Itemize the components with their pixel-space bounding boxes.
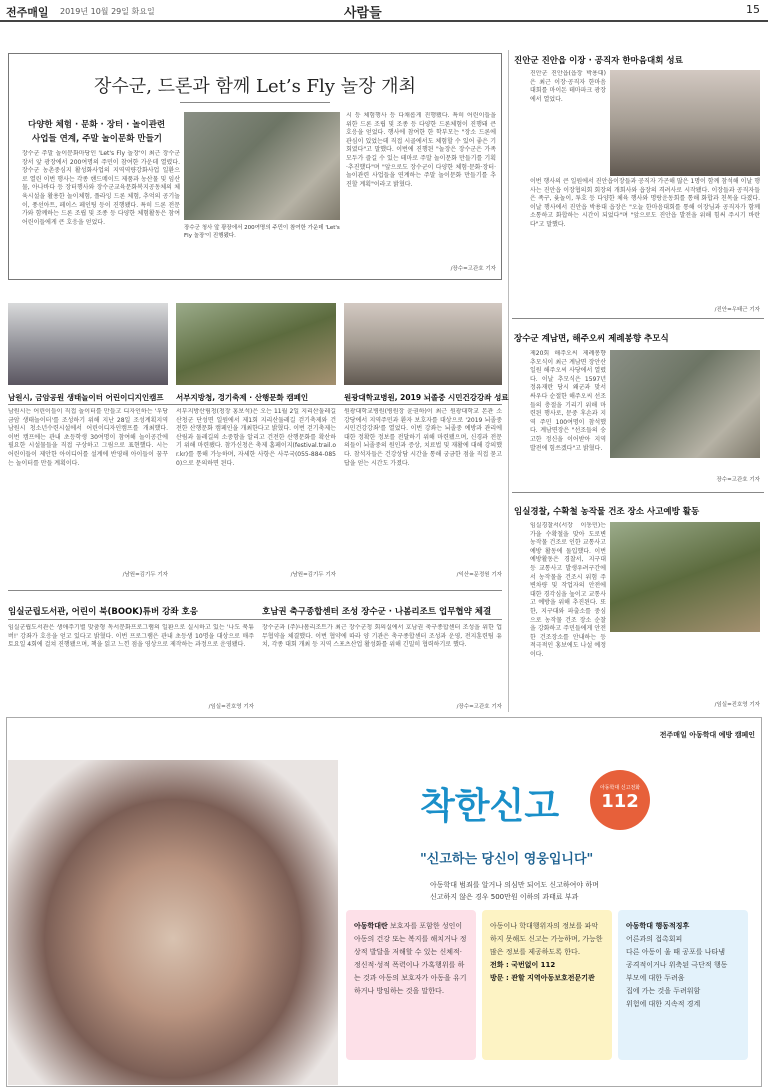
divider [8,590,502,591]
mid-b-photo [176,303,336,385]
newspaper-brand: 전주매일 [6,6,49,19]
right1-intro: 진안군 진안읍(읍장 박용대)은 최근 이장·공직자 한마음대회를 마이돈 테마파크 광장에서 열었다. [530,70,606,103]
right3-headline: 임실경찰, 수확철 농작물 건조 장소 사고예방 활동 [514,507,700,517]
right1-byline: /진안=우태근 기자 [714,307,760,313]
right3-byline: /임실=진호영 기자 [714,702,760,708]
card1-text: 보호자를 포함한 성인이 아동의 건강 또는 복지를 해치거나 정상적 발달을 저해할 수 있는 신체적·정신적·성적 폭력이나 가혹행위를 하는 것과 아동의 보호자가 아동을 유기하거나 방임하는 것을 말한다. [354,922,467,995]
right2-headline: 장수군 계남면, 해주오씨 제례봉향 추모식 [514,334,669,344]
mid-c-byline: /익산=문정원 기자 [456,572,502,578]
mid-a-headline: 남원시, 금암공원 생태놀이터 어린이디지인캠프 [8,393,164,402]
right2-body: 제20회 해주오씨 제례봉향 추모식이 최근 계남면 장안산 일원 해주오씨 사당에서 열렸다. 이날 추모식은 1597년 정유재란 당시 왜군과 맞서 싸우다 순절한 해주오씨 선조들의 충절을 기리기 위해 마련된 행사로, 문중 후손과 지역 주민 100여명이 참석했다. 계남면장은 "선조들의 숭고한 정신을 이어받아 지역 발전에 힘쓰겠다"고 밝혔다. [530,350,606,452]
main-sub2: 사업들 연계, 주말 놀이문화 만들기 [32,134,163,144]
divider [8,404,502,405]
bot-b-headline: 호남권 축구종합센터 조성 장수군 · 나봄리조트 업무협약 체결 [262,607,492,617]
column-divider [508,50,509,712]
main-col2: 시 등 체험행사 등 다채롭게 진행됐다. 특히 어린이들을 위한 드론 조립 및 조종 등 다양한 드론체험이 진행돼 큰 호응을 얻었다. 행사에 참여한 한 학부모는 "장소 드론에 관심이 있었는데 직접 시골에서도 체험할 수 있어 좋은 기회였다"고 말했다. 이번에 진행된 "놀장은 장수군은 가족 모두가 즐길 수 있는 테마로 주말 놀이문화 만들기를 기획·추진했다"며 "앞으로도 장수군이 다양한 체험·문화·장터·놀이관련 사업들을 연계하는 주말 놀이문화 만들기를 추진할 계획"이라고 밝혔다. [346,112,496,188]
card3-item: 집에 가는 것을 두려워함 [626,987,701,995]
ad-slogan: "신고하는 당신이 영웅입니다" [420,852,594,867]
mid-c-photo [344,303,502,385]
bot-a-headline: 임실군립도서관, 어린이 북(BOOK)튜버 강좌 호응 [8,607,198,617]
card3-item: 부모에 대한 두려움 [626,974,685,982]
mid-c-body: 원광대학교병원(병원장 윤권하)이 최근 원광대학교 본관 소강당에서 지역주민과 환자 보호자를 대상으로 '2019 뇌졸중 시민건강강좌'를 열었다. 이번 강좌는 뇌졸중 예방과 관리에 대한 정확한 정보를 전달하기 위해 마련됐으며, 신경과 전문의들이 뇌졸중의 원인과 증상, 치료법 및 재활에 대해 강의했다. 참석자들은 건강상담 시간을 통해 궁금한 점을 직접 묻고 답을 얻는 시간도 가졌다. [344,408,502,467]
card3-item: 다른 아동이 울 때 공포를 나타냄 [626,948,726,956]
hotline-badge [590,770,650,830]
main-byline: /장수=고관호 기자 [450,266,496,272]
badge-num: 112 [601,791,639,812]
ad-photo [8,760,338,1085]
divider [512,492,764,493]
bot-a-byline: /임실=진호영 기자 [208,704,254,710]
card3-item: 공격적이거나 위축된 극단적 행동 [626,961,728,969]
main-article-title: 장수군, 드론과 함께 Let’s Fly 놀장 개최 [94,76,416,97]
card3-item: 위험에 대한 지속적 경계 [626,1000,701,1008]
main-photo [184,112,340,220]
bot-b-body: 장수군과 (주)나봄리조트가 최근 장수군청 회의실에서 호남권 축구종합센터 조성을 위한 업무협약을 체결했다. 이번 협약에 따라 양 기관은 축구종합센터 조성과 운영, 전지훈련팀 유치, 각종 대회 개최 등 지역 스포츠산업 활성화를 위해 긴밀히 협력하기로 했다. [262,624,502,649]
bot-a-body: 임실군립도서관은 생애주기별 맞춤형 독서문화프로그램의 일환으로 실시하고 있는 '나도 북튜버!' 강좌가 호응을 얻고 있다고 밝혔다. 이번 프로그램은 관내 초등생 10명을 대상으로 매주 토요일 4회에 걸쳐 진행됐으며, 책을 읽고 느낀 점을 영상으로 제작하는 과정으로 운영됐다. [8,624,254,649]
mid-c-headline: 원광대학교병원, 2019 뇌졸중 시민건강강좌 성료 [344,393,509,402]
mid-b-byline: /남원=김기두 기자 [290,572,336,578]
ad-line2: 신고하지 않은 경우 500만원 이하의 과태료 부과 [430,893,579,901]
badge-top: 아동학대 신고전화 [599,785,641,791]
divider [8,619,502,620]
ad-sponsor: 전주매일 아동학대 예방 캠페인 [659,731,755,739]
card1-head: 아동학대란 [354,922,388,930]
right2-byline: 장수=고관호 기자 [716,477,760,483]
right1-body: 이번 행사의 큰 일원에서 진안읍이장들과 공직자 가곤해 많은 1명이 함께 참석해 이날 행사는 진안읍 이장협의회 회장의 개회사와 읍장의 격려사로 시작됐다. 이장들과 공직자들은 족구, 윷놀이, 투호 등 다양한 체육 행사와 명랑운동회를 통해 화합과 친목을 다졌다. 이날 행사에서 진안읍 박용대 읍장은 "오늘 한마음대회를 통해 이장님과 공직자가 함께 소통하고 화합하는 시간이 되었다"며 "앞으로도 진안읍 발전을 위해 힘써 주시기 바란다"고 말했다. [530,178,760,228]
mid-b-headline: 서부지방청, 경기축제 · 산행문화 캠페인 [176,393,309,402]
section-title: 사람들 [344,6,382,21]
right3-photo [610,522,760,632]
bot-b-byline: /장수=고관호 기자 [456,704,502,710]
card2-tel: 전화 : 국번없이 112 [490,961,556,969]
page-header [0,0,768,22]
mid-a-body: 남원시는 어린이들이 직접 놀이터를 만들고 디자인하는 '우당금암 생태놀이터'를 조성하기 위해 지난 28일 조성계획지역 남원시 청소년수련시설에서 어린이디자인캠프를 개최했다. 이번 캠프에는 관내 초등학생 30여명이 참여해 놀이공간에 필요한 시설물들을 직접 구상하고 그림으로 표현했다. 시는 어린이들이 제안한 아이디어를 설계에 반영해 아이들이 꿈꾸는 놀이터를 만들 계획이다. [8,408,168,467]
main-col1: 장수군 주말 놀이문화마당인 'Let's Fly 놀장'이 최근 장수군 장서 앞 광장에서 200여명의 주민이 참여한 가운데 열렸다. 장수군 농촌중심지 활성화사업의 지역역량강화사업 일환으로 열린 이번 행사는 각종 핸드메이드 제품과 농산물 및 임산물, 아나바다 등 장터행사와 장수군교육문화복지공동체의 체육시설을 활용한 놀이체험, 플라잉 드론 체험, 추억의 공기놀이, 풍선아트, 페이스 페인팅 등이 진행됐다. 특히 드론 전문가와 함께하는 드론 조립 및 조종 등 다양한 체험활동은 참여 어린이들에게 큰 호응을 얻었다. [22,150,180,226]
right1-headline: 진안군 진안읍 이장 · 공직자 한마음대회 성료 [514,56,683,66]
mid-b-body: 서부지방산림청(청장 홍보석)은 오는 11월 2일 지리산둘레길 산청군 단성면 일원에서 제1회 지리산둘레길 걷기축제와 건전한 산행문화 캠페인을 개최한다고 밝혔다. 이번 걷기축제는 산림과 둘레길의 소중함을 알리고 건전한 산행문화를 확산하기 위해 마련됐다. 참가신청은 축제 홈페이지(festival.trail.or.kr)를 통해 가능하며, 자세한 사항은 사무국(055-884-0850)으로 문의하면 된다. [176,408,336,467]
ad-card-1 [346,910,476,1060]
card3-head: 아동학대 행동적징후 [626,922,690,930]
issue-date: 2019년 10월 29일 화요일 [60,7,155,16]
mid-a-byline: /남원=김기두 기자 [122,572,168,578]
mid-a-photo [8,303,168,385]
ad-title: 착한신고 [420,786,560,827]
title-underline [180,102,330,103]
card2-text: 아동이나 학대행위자의 정보를 파악하지 못해도 신고는 가능하며, 가능한 많은 정보를 제공하도록 한다. [490,922,603,956]
main-photo-caption: 장수군 청사 앞 광장에서 200여명의 주민이 참여한 가운데 'Let's Fly 놀장'이 진행됐다. [184,225,340,239]
page-number: 15 [746,3,760,16]
ad-line1: 아동학대 범죄를 알거나 의심만 되어도 신고하여야 하며 [430,881,599,889]
divider [512,318,764,319]
right2-photo [610,350,760,458]
ad-card-3 [618,910,748,1060]
right3-body: 임실경찰서(서장 이동민)는 가을 수확철을 맞아 도로변 농작물 건조로 인한 교통사고 예방 활동에 돌입했다. 이번 예방활동은 경찰서, 지구대 등 교통사고 발생우려구간에서 농작물을 건조시 위험 주변차량 및 작업자의 안전에 대한 경각심을 높이고 교통사고 예방을 위해 추진된다. 또한, 지구대와 파출소를 중심으로 농작물 건조 장소 순찰을 강화하고 주민들에게 안전한 건조장소를 안내하는 등 적극적인 홍보에도 나설 예정이다. [530,522,606,658]
card3-item: 어른과의 접촉회피 [626,935,683,943]
card2-visit: 방문 : 관할 지역아동보호전문기관 [490,974,595,982]
main-sub1: 다양한 체험 · 문화 · 장터 · 놀이관련 [28,120,166,130]
ad-card-2 [482,910,612,1060]
